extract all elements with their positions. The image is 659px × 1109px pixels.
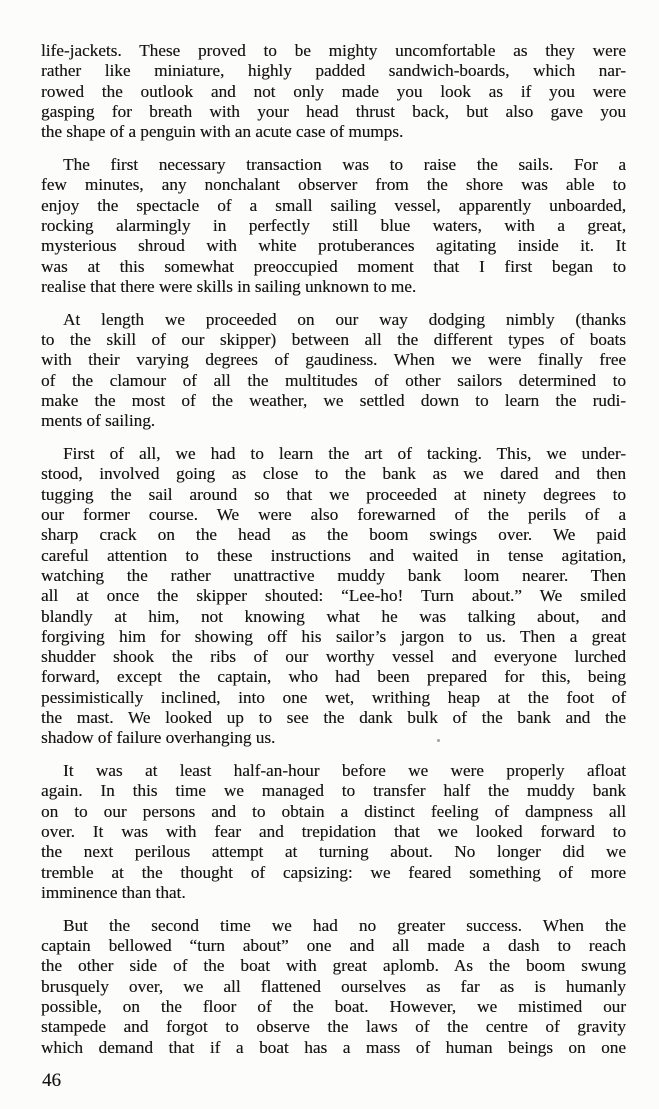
text-line: few minutes, any nonchalant observer from the shore was able to bbox=[41, 175, 626, 195]
text-line: the shape of a penguin with an acute case of mumps. bbox=[41, 122, 404, 142]
text-line: was at this somewhat preoccupied moment that I first began to bbox=[41, 256, 626, 276]
text-line: stampede and forgot to observe the laws of the centre of gravity bbox=[41, 1017, 626, 1037]
text-line: sharp crack on the head as the boom swings over. We paid bbox=[41, 525, 626, 545]
text-line: mysterious shroud with white protuberances agitating inside it. It bbox=[41, 236, 626, 256]
text-line: realise that there were skills in sailing unknown to me. bbox=[41, 276, 417, 296]
text-line: to the skill of our skipper) between all the different types of boats bbox=[41, 330, 626, 350]
text-line: the other side of the boat with great aplomb. As the boom swung bbox=[41, 956, 626, 976]
text-line: which demand that if a boat has a mass of human beings on one bbox=[41, 1037, 626, 1057]
text-line: over. It was with fear and trepidation that we looked forward to bbox=[41, 822, 626, 842]
text-line: imminence than that. bbox=[41, 882, 186, 902]
text-line: First of all, we had to learn the art of tacking. This, we under- bbox=[63, 444, 626, 464]
text-line: brusquely over, we all flattened ourselves as far as is humanly bbox=[41, 976, 626, 996]
text-line: rocking alarmingly in perfectly still blue waters, with a great, bbox=[41, 215, 626, 235]
paragraph bbox=[41, 444, 626, 748]
text-line: our former course. We were also forewarned of the perils of a bbox=[41, 505, 626, 525]
text-line: all at once the skipper shouted: “Lee-ho! Turn about.” We smiled bbox=[41, 586, 626, 606]
text-line: enjoy the spectacle of a small sailing vessel, apparently unboarded, bbox=[41, 195, 626, 215]
paragraph bbox=[41, 761, 626, 903]
text-line: But the second time we had no greater success. When the bbox=[63, 915, 626, 935]
text-line: make the most of the weather, we settled down to learn the rudi- bbox=[41, 390, 626, 410]
text-line: possible, on the floor of the boat. However, we mistimed our bbox=[41, 997, 626, 1017]
text-line: with their varying degrees of gaudiness. When we were finally free bbox=[41, 350, 626, 370]
text-line: It was at least half-an-hour before we were properly afloat bbox=[63, 761, 626, 781]
paragraph bbox=[41, 916, 626, 1058]
text-line: forgiving him for showing off his sailor’s jargon to us. Then a great bbox=[41, 626, 626, 646]
text-line: the next perilous attempt at turning about. No longer did we bbox=[41, 842, 626, 862]
text-line: The first necessary transaction was to raise the sails. For a bbox=[63, 155, 626, 175]
text-line: captain bellowed “turn about” one and all made a dash to reach bbox=[41, 936, 626, 956]
text-line: forward, except the captain, who had been prepared for this, being bbox=[41, 667, 626, 687]
text-line: of the clamour of all the multitudes of other sailors determined to bbox=[41, 370, 626, 390]
text-line: careful attention to these instructions and waited in tense agitation, bbox=[41, 545, 626, 565]
text-line: life-jackets. These proved to be mighty uncomfortable as they were bbox=[41, 41, 626, 60]
text-line: gasping for breath with your head thrust back, but also gave you bbox=[41, 101, 626, 121]
text-line: shudder shook the ribs of our worthy vessel and everyone lurched bbox=[41, 647, 626, 667]
text-line: watching the rather unattractive muddy bank loom nearer. Then bbox=[41, 565, 626, 585]
text-line: blandly at him, not knowing what he was talking about, and bbox=[41, 606, 626, 626]
scan-speckle bbox=[437, 739, 440, 742]
text-line: tremble at the thought of capsizing: we feared something of more bbox=[41, 862, 626, 882]
page-number: 46 bbox=[42, 1070, 61, 1091]
paragraph bbox=[41, 41, 626, 142]
paragraph bbox=[41, 155, 626, 297]
paragraph bbox=[41, 310, 626, 432]
text-line: on to our persons and to obtain a distinct feeling of dampness all bbox=[41, 801, 626, 821]
text-line: again. In this time we managed to transfer half the muddy bank bbox=[41, 781, 626, 801]
page-text bbox=[41, 41, 626, 1058]
text-line: shadow of failure overhanging us. bbox=[41, 728, 276, 748]
text-line: At length we proceeded on our way dodging nimbly (thanks bbox=[63, 309, 626, 329]
text-line: the mast. We looked up to see the dank bulk of the bank and the bbox=[41, 707, 626, 727]
text-line: tugging the sail around so that we proceeded at ninety degrees to bbox=[41, 484, 626, 504]
text-line: pessimistically inclined, into one wet, writhing heap at the foot of bbox=[41, 687, 626, 707]
text-line: ments of sailing. bbox=[41, 411, 156, 431]
text-line: rather like miniature, highly padded sandwich-boards, which nar- bbox=[41, 61, 626, 81]
text-line: rowed the outlook and not only made you look as if you were bbox=[41, 81, 626, 101]
text-line: stood, involved going as close to the bank as we dared and then bbox=[41, 464, 626, 484]
